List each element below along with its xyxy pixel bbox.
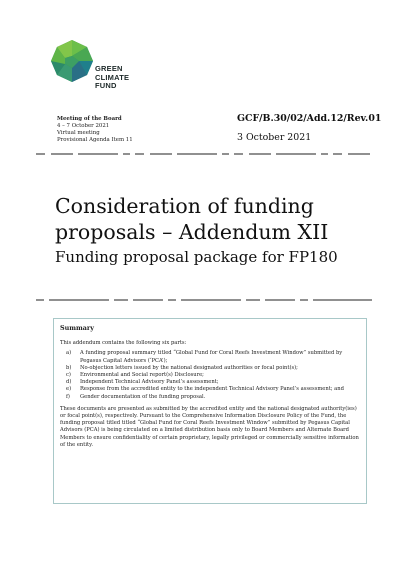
meeting-info [57,116,133,144]
list-item [60,394,360,401]
list-item [60,379,360,386]
list-text: Environmental and Social report(s) Disclosure; [80,372,204,379]
list-item [60,386,360,393]
agenda-item: Provisional Agenda Item 11 [57,137,133,143]
meeting-dates: 4 – 7 October 2021 [57,123,110,129]
list-marker: a) [66,350,72,357]
summary-box [53,318,367,504]
header-divider [36,153,372,155]
summary-heading: Summary [60,324,95,332]
title-line: Consideration of funding [55,194,314,218]
title-line: proposals – Addendum XII [55,220,329,244]
list-marker: f) [66,393,70,400]
list-text: Gender documentation of the funding proposal. [80,393,206,400]
meeting-heading: Meeting of the Board [57,116,122,122]
document-date: 3 October 2021 [237,132,312,143]
logo-text-line: CLIMATE [95,72,130,82]
meeting-mode: Virtual meeting [57,130,100,136]
list-text: Response from the accredited entity to the independent Technical Advisory Panel’s assessment; and [80,386,344,393]
list-marker: e) [66,386,72,393]
summary-list [60,350,360,400]
list-marker: c) [66,372,71,379]
logo-text-line: FUND [95,81,117,91]
gcf-globe-icon [49,38,95,84]
list-marker: d) [66,379,72,386]
gcf-logo [49,38,169,94]
list-text: No-objection letters issued by the national designated authorities or focal point(s); [80,364,298,371]
list-text: Independent Technical Advisory Panel’s assessment; [80,379,219,386]
list-marker: b) [66,364,72,371]
page-title [55,193,385,245]
list-item [60,365,360,372]
summary-closing: These documents are presented as submitted by the accredited entity and the national designated authority(ies) or focal point(s), respectively. Pursuant to the Comprehensive Information Disclosure Policy of the Fund, the funding proposal titled titled “Global Fund for Coral Reefs Investment Window” submitted by Pegasus Capital Advisors (PCA) is being circulated on a limited distribution basis only to Board Members and Alternate Board Members to ensure confidentiality of certain proprietary, legally privileged or commercially sensitive information of the entity. [60,405,359,448]
page-subtitle: Funding proposal package for FP180 [55,248,338,266]
document-code: GCF/B.30/02/Add.12/Rev.01 [237,113,382,124]
summary-intro: This addendum contains the following six parts: [60,340,187,347]
list-text: A funding proposal summary titled “Global Fund for Coral Reefs Investment Window” submitted by Pegasus Capital Advisors (‘PCA’); [80,350,343,364]
title-divider [36,299,372,301]
list-item [60,350,360,364]
list-item [60,372,360,379]
document-info [237,113,381,143]
logo-text-line: GREEN [95,64,123,73]
